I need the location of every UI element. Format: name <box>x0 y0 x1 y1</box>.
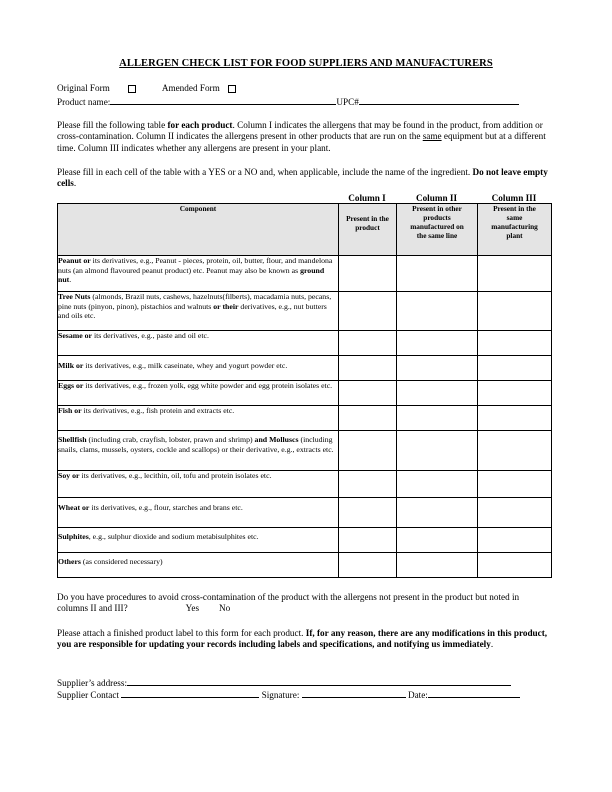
table-header-row <box>58 204 552 256</box>
signature-label: Signature: <box>261 690 300 700</box>
original-form-label: Original Form <box>57 83 110 93</box>
component-fish: Fish or its derivatives, e.g., fish protein and extracts etc. <box>58 406 339 431</box>
fish-column-1-cell[interactable] <box>339 406 397 431</box>
column-2-description: Present in other products manufactured on the same line <box>397 204 478 256</box>
component-sesame: Sesame or its derivatives, e.g., paste and oil etc. <box>58 331 339 356</box>
fish-column-3-cell[interactable] <box>478 406 552 431</box>
sesame-column-3-cell[interactable] <box>478 331 552 356</box>
column-3-description: Present in the same manufacturing plant <box>478 204 552 256</box>
instructions-paragraph-3: Please attach a finished product label to this form for each product. If, for any reason, there are any modifications in this product, you are responsible for updating your records including labels and specifications, and notifying us immediately. <box>57 628 548 650</box>
date-field[interactable] <box>428 688 520 698</box>
table-row <box>58 256 552 292</box>
table-row <box>58 431 552 471</box>
component-header: Component <box>58 204 339 256</box>
wheat-column-3-cell[interactable] <box>478 498 552 528</box>
cross-contamination-question: Do you have procedures to avoid cross-contamination of the product with the allergens not present in the product but noted in columns II and III? Yes No <box>57 592 520 614</box>
date-label: Date: <box>407 690 428 700</box>
others-column-3-cell[interactable] <box>478 553 552 578</box>
shellfish-column-3-cell[interactable] <box>478 431 552 471</box>
soy-column-3-cell[interactable] <box>478 471 552 498</box>
shellfish-column-1-cell[interactable] <box>339 431 397 471</box>
instructions-paragraph-1: Please fill the following table for each product. Column I indicates the allergens that may be found in the product, from addition or cross-contamination. Column II indicates the allergens present in other products that are run on the same equipment but at a different time. Column III indicates whether any allergens are present in your plant. <box>57 120 546 153</box>
shellfish-column-2-cell[interactable] <box>397 431 478 471</box>
product-name-label: Product name: <box>57 97 111 107</box>
amended-form-checkbox[interactable] <box>228 85 236 93</box>
table-row <box>58 528 552 553</box>
milk-column-1-cell[interactable] <box>339 356 397 381</box>
table-row <box>58 553 552 578</box>
supplier-contact-field[interactable] <box>121 688 259 698</box>
supplier-address-field[interactable] <box>127 676 511 686</box>
component-milk: Milk or its derivatives, e.g., milk caseinate, whey and yogurt powder etc. <box>58 356 339 381</box>
form-title: ALLERGEN CHECK LIST FOR FOOD SUPPLIERS AND MANUFACTURERS <box>119 58 493 69</box>
instructions-paragraph-2: Please fill in each cell of the table with a YES or a NO and, when applicable, include the name of the ingredient. Do not leave empty cells. <box>57 167 548 189</box>
wheat-column-1-cell[interactable] <box>339 498 397 528</box>
upc-label: UPC# <box>336 97 359 107</box>
sesame-column-1-cell[interactable] <box>339 331 397 356</box>
eggs-column-1-cell[interactable] <box>339 381 397 406</box>
milk-column-3-cell[interactable] <box>478 356 552 381</box>
supplier-contact-label: Supplier Contact <box>57 690 120 700</box>
product-name-field[interactable] <box>110 95 336 105</box>
tree-nuts-column-2-cell[interactable] <box>397 292 478 331</box>
table-row <box>58 381 552 406</box>
soy-column-2-cell[interactable] <box>397 471 478 498</box>
others-column-2-cell[interactable] <box>397 553 478 578</box>
signature-field[interactable] <box>302 688 406 698</box>
sesame-column-2-cell[interactable] <box>397 331 478 356</box>
no-option[interactable]: No <box>219 603 231 614</box>
column-1-title: Column I <box>348 193 386 203</box>
column-3-title: Column III <box>491 193 537 203</box>
table-row <box>58 331 552 356</box>
others-column-1-cell[interactable] <box>339 553 397 578</box>
supplier-address-label: Supplier’s address: <box>57 678 128 688</box>
peanut-column-2-cell[interactable] <box>397 256 478 292</box>
column-2-title: Column II <box>415 193 458 203</box>
component-tree-nuts: Tree Nuts (almonds, Brazil nuts, cashews, hazelnuts(filberts), macadamia nuts, pecans, pine nuts (pinyon, pinon), pistachios and walnuts or their derivatives, e.g., nut butters and oils etc. <box>58 292 339 331</box>
component-shellfish: Shellfish (including crab, crayfish, lobster, prawn and shrimp) and Molluscs (including snails, clams, mussels, oysters, cockle and scallops) or their derivative, e.g., extracts etc. <box>58 431 339 471</box>
fish-column-2-cell[interactable] <box>397 406 478 431</box>
component-soy: Soy or its derivatives, e.g., lecithin, oil, tofu and protein isolates etc. <box>58 471 339 498</box>
eggs-column-2-cell[interactable] <box>397 381 478 406</box>
allergen-table <box>57 203 552 578</box>
tree-nuts-column-1-cell[interactable] <box>339 292 397 331</box>
peanut-column-1-cell[interactable] <box>339 256 397 292</box>
component-sulphites: Sulphites, e.g., sulphur dioxide and sodium metabisulphites etc. <box>58 528 339 553</box>
table-row <box>58 292 552 331</box>
component-wheat: Wheat or its derivatives, e.g., flour, starches and brans etc. <box>58 498 339 528</box>
sulphites-column-2-cell[interactable] <box>397 528 478 553</box>
component-peanut: Peanut or its derivatives, e.g., Peanut - pieces, protein, oil, butter, flour, and mandelona nuts (an almond flavoured peanut product) etc. Peanut may also be known as ground nut. <box>58 256 339 292</box>
sulphites-column-1-cell[interactable] <box>339 528 397 553</box>
table-row <box>58 406 552 431</box>
supplier-contact-line <box>57 688 520 701</box>
milk-column-2-cell[interactable] <box>397 356 478 381</box>
table-row <box>58 471 552 498</box>
sulphites-column-3-cell[interactable] <box>478 528 552 553</box>
upc-field[interactable] <box>359 95 519 105</box>
wheat-column-2-cell[interactable] <box>397 498 478 528</box>
column-1-description: Present in the product <box>339 204 397 256</box>
tree-nuts-column-3-cell[interactable] <box>478 292 552 331</box>
component-eggs: Eggs or its derivatives, e.g., frozen yolk, egg white powder and egg protein isolates etc. <box>58 381 339 406</box>
table-row <box>58 498 552 528</box>
component-others: Others (as considered necessary) <box>58 553 339 578</box>
original-form-checkbox[interactable] <box>128 85 136 93</box>
table-row <box>58 356 552 381</box>
peanut-column-3-cell[interactable] <box>478 256 552 292</box>
eggs-column-3-cell[interactable] <box>478 381 552 406</box>
product-line <box>57 95 519 108</box>
amended-form-label: Amended Form <box>161 83 220 93</box>
form-type-line <box>57 83 236 94</box>
yes-option[interactable]: Yes <box>185 603 200 614</box>
soy-column-1-cell[interactable] <box>339 471 397 498</box>
